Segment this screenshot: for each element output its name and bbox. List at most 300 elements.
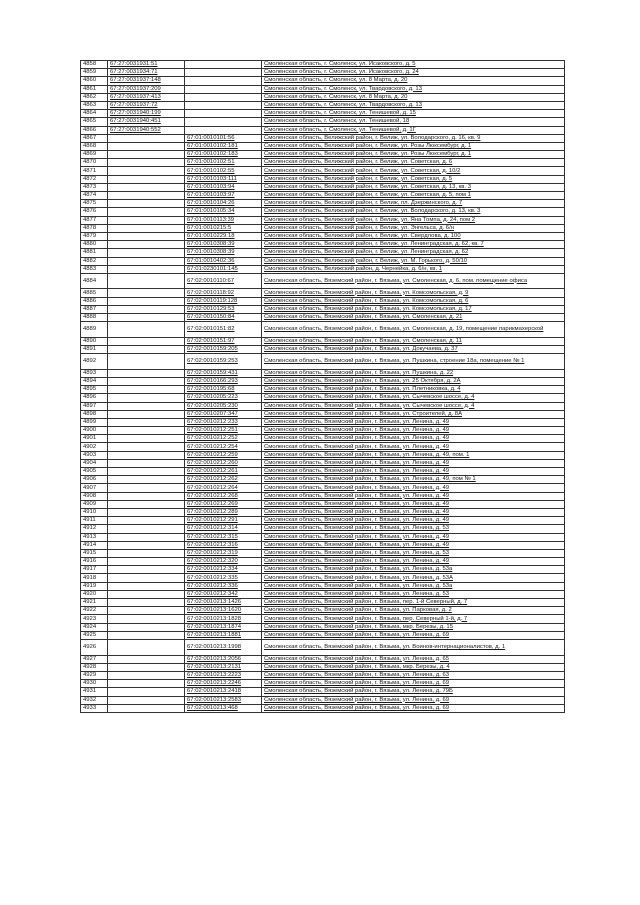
row-number-cell: 4908 xyxy=(81,492,108,500)
address-cell: Смоленская область, Велижский район, г. Велиж, ул. Советская, д. 5, пом 1 xyxy=(262,192,565,200)
cadastral-number-land-cell xyxy=(108,680,185,688)
table-row xyxy=(81,354,565,370)
cadastral-number-building-cell: 67:02:0010110:67 xyxy=(185,273,262,289)
address-cell: Смоленская область, Вяземский район, г. Вязьма, ул. Ленина, д. 53а xyxy=(262,582,565,590)
cadastral-number-building-cell: 67:02:0010212:336 xyxy=(185,582,262,590)
row-number-cell: 4896 xyxy=(81,394,108,402)
cadastral-number-building-cell: 67:02:0010212:291 xyxy=(185,517,262,525)
cadastral-number-land-cell xyxy=(108,134,185,142)
row-number-cell: 4894 xyxy=(81,377,108,385)
table-row xyxy=(81,159,565,167)
cadastral-number-building-cell: 67:02:0010213:2223 xyxy=(185,671,262,679)
address-cell: Смоленская область, Вяземский район, г. Вязьма, ул. Сычевское шоссе, д. 4 xyxy=(262,402,565,410)
row-number-cell: 4861 xyxy=(81,85,108,93)
document-page xyxy=(80,60,564,713)
cadastral-number-building-cell: 67:02:0010159:205 xyxy=(185,346,262,354)
cadastral-number-land-cell xyxy=(108,704,185,712)
address-cell: Смоленская область, Велижский район, г. Велиж, ул. Розы Люксембург, д. 1 xyxy=(262,151,565,159)
table-row xyxy=(81,118,565,126)
row-number-cell: 4871 xyxy=(81,167,108,175)
cadastral-number-land-cell xyxy=(108,558,185,566)
address-cell: Смоленская область, Вяземский район, г. Вязьма, ул. Комсомольская, д. 6 xyxy=(262,297,565,305)
cadastral-number-building-cell: 67:02:0010212:314 xyxy=(185,525,262,533)
cadastral-number-land-cell xyxy=(108,167,185,175)
address-cell: Смоленская область, Вяземский район, г. Вязьма, ул. Ленина, д. 69 xyxy=(262,631,565,639)
address-cell: Смоленская область, Вяземский район, г. Вязьма, ул. Ленина, д. 53А xyxy=(262,574,565,582)
cadastral-number-land-cell xyxy=(108,297,185,305)
address-cell: Смоленская область, г. Смоленск, ул. Исаковского, д. 24 xyxy=(262,69,565,77)
registry-table xyxy=(80,60,565,713)
row-number-cell: 4930 xyxy=(81,680,108,688)
cadastral-number-land-cell xyxy=(108,192,185,200)
cadastral-number-building-cell: 67:02:0010212:261 xyxy=(185,468,262,476)
address-cell: Смоленская область, Вяземский район, г. Вязьма, ул. Плетниковка, д. 4 xyxy=(262,386,565,394)
table-row xyxy=(81,337,565,345)
cadastral-number-building-cell: 67:02:0010212:264 xyxy=(185,484,262,492)
cadastral-number-land-cell xyxy=(108,500,185,508)
cadastral-number-building-cell: 67:02:0010205:230 xyxy=(185,402,262,410)
table-row xyxy=(81,671,565,679)
address-cell: Смоленская область, Велижский район, г. Велиж, ул. Свердлова, д. 100 xyxy=(262,232,565,240)
table-row xyxy=(81,232,565,240)
table-row xyxy=(81,110,565,118)
cadastral-number-land-cell xyxy=(108,175,185,183)
cadastral-number-building-cell: 67:02:0010119:128 xyxy=(185,297,262,305)
row-number-cell: 4862 xyxy=(81,93,108,101)
cadastral-number-building-cell xyxy=(185,118,262,126)
address-cell: Смоленская область, Вяземский район, г. Вязьма, ул. Ленина, д. 49 xyxy=(262,418,565,426)
cadastral-number-land-cell xyxy=(108,451,185,459)
row-number-cell: 4867 xyxy=(81,134,108,142)
row-number-cell: 4919 xyxy=(81,582,108,590)
address-cell: Смоленская область, г. Смоленск, ул. Тенишевой, д. 1Г xyxy=(262,126,565,134)
table-row xyxy=(81,623,565,631)
cadastral-number-land-cell: 67:27:0031937:72 xyxy=(108,101,185,109)
address-cell: Смоленская область, Велижский район, г. Велиж, ул. Советская, д. 6 xyxy=(262,159,565,167)
row-number-cell: 4927 xyxy=(81,655,108,663)
table-row xyxy=(81,297,565,305)
row-number-cell: 4865 xyxy=(81,118,108,126)
address-cell: Смоленская область, Вяземский район, г. Вязьма, ул. 25 Октября, д. 2А xyxy=(262,377,565,385)
cadastral-number-land-cell xyxy=(108,671,185,679)
cadastral-number-building-cell: 67:02:0010213:1998 xyxy=(185,639,262,655)
row-number-cell: 4901 xyxy=(81,435,108,443)
table-row xyxy=(81,167,565,175)
cadastral-number-building-cell xyxy=(185,61,262,69)
cadastral-number-land-cell: 67:27:0031937:209 xyxy=(108,85,185,93)
table-row xyxy=(81,704,565,712)
cadastral-number-building-cell xyxy=(185,110,262,118)
cadastral-number-building-cell: 67:01:0010103:94 xyxy=(185,183,262,191)
cadastral-number-building-cell: 67:02:0010129:53 xyxy=(185,305,262,313)
table-row xyxy=(81,101,565,109)
row-number-cell: 4923 xyxy=(81,615,108,623)
address-cell: Смоленская область, Вяземский район, г. Вязьма, ул. Ленина, д. 49, пом. 1 xyxy=(262,451,565,459)
cadastral-number-building-cell: 67:01:0010308:39 xyxy=(185,241,262,249)
cadastral-number-building-cell: 67:02:0010212:334 xyxy=(185,566,262,574)
table-row xyxy=(81,410,565,418)
table-row xyxy=(81,77,565,85)
table-row xyxy=(81,443,565,451)
cadastral-number-land-cell xyxy=(108,386,185,394)
cadastral-number-land-cell: 67:27:0031931:51 xyxy=(108,61,185,69)
cadastral-number-building-cell: 67:01:0010102:183 xyxy=(185,151,262,159)
cadastral-number-land-cell xyxy=(108,427,185,435)
cadastral-number-land-cell xyxy=(108,273,185,289)
table-row xyxy=(81,142,565,150)
table-row xyxy=(81,615,565,623)
address-cell: Смоленская область, Вяземский район, г. Вязьма, ул. Смоленская, д. 6, пом. помещение офиса xyxy=(262,273,565,289)
cadastral-number-building-cell: 67:02:0010212:316 xyxy=(185,541,262,549)
cadastral-number-building-cell: 67:01:0010113:39 xyxy=(185,216,262,224)
cadastral-number-building-cell xyxy=(185,77,262,85)
row-number-cell: 4895 xyxy=(81,386,108,394)
cadastral-number-land-cell xyxy=(108,468,185,476)
table-row xyxy=(81,322,565,338)
row-number-cell: 4913 xyxy=(81,533,108,541)
table-row xyxy=(81,517,565,525)
table-row xyxy=(81,289,565,297)
row-number-cell: 4911 xyxy=(81,517,108,525)
cadastral-number-building-cell: 67:02:0010212:262 xyxy=(185,476,262,484)
cadastral-number-land-cell: 67:27:0031937:413 xyxy=(108,93,185,101)
address-cell: Смоленская область, Вяземский район, г. Вязьма, ул. Ленина, д. 49 xyxy=(262,517,565,525)
address-cell: Смоленская область, Вяземский район, г. Вязьма, ул. Комсомольская, д. 17 xyxy=(262,305,565,313)
table-row xyxy=(81,386,565,394)
cadastral-number-building-cell: 67:02:0010213:1426 xyxy=(185,599,262,607)
address-cell: Смоленская область, г. Смоленск, ул. 8 Марта, д. 20 xyxy=(262,93,565,101)
cadastral-number-land-cell xyxy=(108,484,185,492)
table-row xyxy=(81,508,565,516)
row-number-cell: 4928 xyxy=(81,663,108,671)
cadastral-number-land-cell xyxy=(108,623,185,631)
cadastral-number-land-cell xyxy=(108,508,185,516)
cadastral-number-land-cell xyxy=(108,582,185,590)
table-row xyxy=(81,69,565,77)
address-cell: Смоленская область, Вяземский район, г. Вязьма, ул. Ленина, д. 69 xyxy=(262,696,565,704)
row-number-cell: 4868 xyxy=(81,142,108,150)
table-row xyxy=(81,418,565,426)
row-number-cell: 4904 xyxy=(81,459,108,467)
cadastral-number-building-cell: 67:01:0010402:36 xyxy=(185,257,262,265)
cadastral-number-land-cell xyxy=(108,142,185,150)
cadastral-number-land-cell xyxy=(108,314,185,322)
cadastral-number-building-cell: 67:02:0010213:2418 xyxy=(185,688,262,696)
table-row xyxy=(81,566,565,574)
table-row xyxy=(81,305,565,313)
cadastral-number-land-cell xyxy=(108,200,185,208)
cadastral-number-building-cell: 67:02:0010213:1620 xyxy=(185,607,262,615)
cadastral-number-building-cell: 67:02:0010212:252 xyxy=(185,435,262,443)
table-row xyxy=(81,273,565,289)
row-number-cell: 4880 xyxy=(81,241,108,249)
table-row xyxy=(81,590,565,598)
table-row xyxy=(81,574,565,582)
table-row xyxy=(81,208,565,216)
table-row xyxy=(81,314,565,322)
cadastral-number-land-cell xyxy=(108,688,185,696)
cadastral-number-building-cell: 67:02:0010212:315 xyxy=(185,533,262,541)
row-number-cell: 4887 xyxy=(81,305,108,313)
cadastral-number-building-cell: 67:02:0010212:319 xyxy=(185,549,262,557)
cadastral-number-land-cell xyxy=(108,241,185,249)
cadastral-number-land-cell xyxy=(108,525,185,533)
table-row xyxy=(81,696,565,704)
row-number-cell: 4917 xyxy=(81,566,108,574)
cadastral-number-building-cell: 67:02:0010213:2583 xyxy=(185,696,262,704)
cadastral-number-land-cell xyxy=(108,159,185,167)
row-number-cell: 4858 xyxy=(81,61,108,69)
row-number-cell: 4883 xyxy=(81,265,108,273)
row-number-cell: 4912 xyxy=(81,525,108,533)
cadastral-number-land-cell xyxy=(108,402,185,410)
cadastral-number-building-cell: 67:02:0010151:97 xyxy=(185,337,262,345)
cadastral-number-building-cell: 67:01:0010102:181 xyxy=(185,142,262,150)
address-cell: Смоленская область, Велижский район, г. Велиж, ул. Советская, д. 5 xyxy=(262,175,565,183)
cadastral-number-building-cell: 67:01:0010103:111 xyxy=(185,175,262,183)
address-cell: Смоленская область, Вяземский район, г. Вязьма, ул. Докучаева, д. 37 xyxy=(262,346,565,354)
cadastral-number-land-cell xyxy=(108,631,185,639)
table-row xyxy=(81,134,565,142)
row-number-cell: 4909 xyxy=(81,500,108,508)
table-row xyxy=(81,533,565,541)
cadastral-number-building-cell: 67:02:0010151:82 xyxy=(185,322,262,338)
row-number-cell: 4914 xyxy=(81,541,108,549)
cadastral-number-land-cell xyxy=(108,208,185,216)
address-cell: Смоленская область, Вяземский район, г. Вязьма, ул. Ленина, д. 49 xyxy=(262,492,565,500)
table-row xyxy=(81,402,565,410)
cadastral-number-building-cell xyxy=(185,93,262,101)
address-cell: Смоленская область, Вяземский район, г. Вязьма, ул. Ленина, д. 49 xyxy=(262,500,565,508)
address-cell: Смоленская область, Вяземский район, г. Вязьма, ул. Ленина, д. 65 xyxy=(262,655,565,663)
cadastral-number-building-cell: 67:02:0010213:1874 xyxy=(185,623,262,631)
row-number-cell: 4874 xyxy=(81,192,108,200)
cadastral-number-land-cell xyxy=(108,265,185,273)
cadastral-number-land-cell xyxy=(108,346,185,354)
row-number-cell: 4931 xyxy=(81,688,108,696)
address-cell: Смоленская область, Велижский район, г. Велиж, ул. Володарского, д. 16, кв. 9 xyxy=(262,134,565,142)
cadastral-number-land-cell xyxy=(108,574,185,582)
cadastral-number-building-cell xyxy=(185,85,262,93)
address-cell: Смоленская область, Вяземский район, г. Вязьма, мкр. Березы, д. 4 xyxy=(262,663,565,671)
cadastral-number-land-cell xyxy=(108,549,185,557)
table-row xyxy=(81,200,565,208)
row-number-cell: 4860 xyxy=(81,77,108,85)
cadastral-number-building-cell: 67:01:0230101:145 xyxy=(185,265,262,273)
table-row xyxy=(81,175,565,183)
row-number-cell: 4906 xyxy=(81,476,108,484)
address-cell: Смоленская область, Велижский район, г. Велиж, ул. Яна Томпа, д. 24, пом 2 xyxy=(262,216,565,224)
cadastral-number-land-cell xyxy=(108,663,185,671)
row-number-cell: 4905 xyxy=(81,468,108,476)
cadastral-number-building-cell xyxy=(185,126,262,134)
address-cell: Смоленская область, Вяземский район, г. Вязьма, ул. Ленина, д. 49, пом № 1 xyxy=(262,476,565,484)
address-cell: Смоленская область, Вяземский район, г. Вязьма, ул. Строителей, д. 8А xyxy=(262,410,565,418)
address-cell: Смоленская область, Велижский район, г. Велиж, ул. М. Горького, д. 50/10 xyxy=(262,257,565,265)
address-cell: Смоленская область, Вяземский район, г. Вязьма, ул. Ленина, д. 49 xyxy=(262,484,565,492)
cadastral-number-land-cell xyxy=(108,257,185,265)
cadastral-number-land-cell xyxy=(108,369,185,377)
address-cell: Смоленская область, Велижский район, г. Велиж, ул. Советская, д. 10/2 xyxy=(262,167,565,175)
address-cell: Смоленская область, Вяземский район, г. Вязьма, ул. Ленина, д. 53 xyxy=(262,549,565,557)
table-row xyxy=(81,484,565,492)
cadastral-number-land-cell xyxy=(108,183,185,191)
address-cell: Смоленская область, Вяземский район, г. Вязьма, ул. Ленина, д. 49 xyxy=(262,435,565,443)
row-number-cell: 4881 xyxy=(81,249,108,257)
cadastral-number-land-cell xyxy=(108,590,185,598)
address-cell: Смоленская область, г. Смоленск, ул. Твардовского, д. 13 xyxy=(262,85,565,93)
cadastral-number-building-cell: 67:02:0010207:347 xyxy=(185,410,262,418)
address-cell: Смоленская область, Вяземский район, г. Вязьма, пер. Северный 1-й, д. 7 xyxy=(262,615,565,623)
cadastral-number-building-cell: 67:01:0010103:97 xyxy=(185,192,262,200)
table-row xyxy=(81,582,565,590)
table-row xyxy=(81,183,565,191)
row-number-cell: 4879 xyxy=(81,232,108,240)
cadastral-number-building-cell: 67:01:0010101:56 xyxy=(185,134,262,142)
row-number-cell: 4897 xyxy=(81,402,108,410)
table-row xyxy=(81,126,565,134)
cadastral-number-land-cell xyxy=(108,337,185,345)
cadastral-number-building-cell: 67:02:0010212:259 xyxy=(185,451,262,459)
cadastral-number-land-cell xyxy=(108,305,185,313)
table-row xyxy=(81,435,565,443)
cadastral-number-building-cell xyxy=(185,69,262,77)
cadastral-number-building-cell: 67:02:0010212:260 xyxy=(185,459,262,467)
cadastral-number-building-cell: 67:02:0010166:293 xyxy=(185,377,262,385)
address-cell: Смоленская область, Вяземский район, г. Вязьма, ул. Смоленская, д. 11 xyxy=(262,337,565,345)
cadastral-number-land-cell xyxy=(108,639,185,655)
row-number-cell: 4890 xyxy=(81,337,108,345)
table-row xyxy=(81,500,565,508)
cadastral-number-land-cell xyxy=(108,615,185,623)
row-number-cell: 4885 xyxy=(81,289,108,297)
row-number-cell: 4922 xyxy=(81,607,108,615)
table-row xyxy=(81,451,565,459)
table-row xyxy=(81,241,565,249)
table-row xyxy=(81,192,565,200)
cadastral-number-building-cell: 67:02:0010212:233 xyxy=(185,418,262,426)
table-row xyxy=(81,663,565,671)
address-cell: Смоленская область, Вяземский район, г. Вязьма, ул. Пушкина, строение 18а, помещение № 1 xyxy=(262,354,565,370)
registry-table-body xyxy=(81,61,565,713)
cadastral-number-building-cell: 67:01:0010308:39 xyxy=(185,249,262,257)
cadastral-number-building-cell: 67:02:0010159:431 xyxy=(185,369,262,377)
table-row xyxy=(81,549,565,557)
cadastral-number-building-cell: 67:01:0010104:26 xyxy=(185,200,262,208)
table-row xyxy=(81,257,565,265)
cadastral-number-land-cell xyxy=(108,418,185,426)
cadastral-number-building-cell: 67:02:0010213:2056 xyxy=(185,655,262,663)
row-number-cell: 4898 xyxy=(81,410,108,418)
address-cell: Смоленская область, Вяземский район, г. Вязьма, мкр. Березы, д. 15 xyxy=(262,623,565,631)
cadastral-number-building-cell: 67:02:0010159:253 xyxy=(185,354,262,370)
cadastral-number-land-cell xyxy=(108,607,185,615)
address-cell: Смоленская область, Велижский район, г. Велиж, ул. Володарского, д. 13, кв. 3 xyxy=(262,208,565,216)
table-row xyxy=(81,394,565,402)
table-row xyxy=(81,631,565,639)
cadastral-number-land-cell xyxy=(108,377,185,385)
table-row xyxy=(81,216,565,224)
row-number-cell: 4929 xyxy=(81,671,108,679)
address-cell: Смоленская область, Вяземский район, г. Вязьма, ул. Ленина, д. 69 xyxy=(262,704,565,712)
row-number-cell: 4886 xyxy=(81,297,108,305)
cadastral-number-land-cell xyxy=(108,443,185,451)
row-number-cell: 4863 xyxy=(81,101,108,109)
cadastral-number-building-cell: 67:01:0010215:5 xyxy=(185,224,262,232)
cadastral-number-land-cell xyxy=(108,232,185,240)
row-number-cell: 4889 xyxy=(81,322,108,338)
cadastral-number-land-cell xyxy=(108,354,185,370)
address-cell: Смоленская область, Вяземский район, г. Вязьма, ул. Парковая, д. 2 xyxy=(262,607,565,615)
row-number-cell: 4876 xyxy=(81,208,108,216)
address-cell: Смоленская область, г. Смоленск, ул. Исаковского, д. 5 xyxy=(262,61,565,69)
cadastral-number-building-cell: 67:02:0010118:92 xyxy=(185,289,262,297)
cadastral-number-building-cell: 67:02:0010195:68 xyxy=(185,386,262,394)
address-cell: Смоленская область, г. Смоленск, ул. Тенишевой, 18 xyxy=(262,118,565,126)
row-number-cell: 4859 xyxy=(81,69,108,77)
row-number-cell: 4899 xyxy=(81,418,108,426)
cadastral-number-building-cell: 67:02:0010212:269 xyxy=(185,500,262,508)
cadastral-number-building-cell: 67:02:0010212:251 xyxy=(185,427,262,435)
cadastral-number-building-cell: 67:01:0010102:55 xyxy=(185,167,262,175)
table-row xyxy=(81,607,565,615)
cadastral-number-building-cell: 67:02:0010150:84 xyxy=(185,314,262,322)
address-cell: Смоленская область, Вяземский район, г. Вязьма, ул. Ленина, д. 53 xyxy=(262,590,565,598)
row-number-cell: 4900 xyxy=(81,427,108,435)
address-cell: Смоленская область, Вяземский район, г. Вязьма, ул. Ленина, д. 49 xyxy=(262,443,565,451)
cadastral-number-land-cell xyxy=(108,216,185,224)
table-row xyxy=(81,93,565,101)
row-number-cell: 4933 xyxy=(81,704,108,712)
row-number-cell: 4878 xyxy=(81,224,108,232)
table-row xyxy=(81,377,565,385)
table-row xyxy=(81,655,565,663)
table-row xyxy=(81,492,565,500)
row-number-cell: 4916 xyxy=(81,558,108,566)
cadastral-number-land-cell xyxy=(108,435,185,443)
address-cell: Смоленская область, Вяземский район, г. Вязьма, ул. Ленина, д. 63 xyxy=(262,671,565,679)
table-row xyxy=(81,427,565,435)
address-cell: Смоленская область, Вяземский район, г. Вязьма, ул. Ленина, д. 53 xyxy=(262,525,565,533)
row-number-cell: 4925 xyxy=(81,631,108,639)
cadastral-number-building-cell: 67:01:0010105:34 xyxy=(185,208,262,216)
cadastral-number-building-cell: 67:01:0010102:51 xyxy=(185,159,262,167)
cadastral-number-building-cell xyxy=(185,101,262,109)
table-row xyxy=(81,680,565,688)
address-cell: Смоленская область, Вяземский район, г. Вязьма, ул. Ленина, д. 49 xyxy=(262,468,565,476)
address-cell: Смоленская область, Вяземский район, г. Вязьма, ул. Ленина, д. 49 xyxy=(262,558,565,566)
row-number-cell: 4872 xyxy=(81,175,108,183)
cadastral-number-land-cell xyxy=(108,517,185,525)
cadastral-number-building-cell: 67:02:0010212:254 xyxy=(185,443,262,451)
table-row xyxy=(81,61,565,69)
cadastral-number-land-cell xyxy=(108,224,185,232)
cadastral-number-land-cell: 67:27:0031940:451 xyxy=(108,118,185,126)
cadastral-number-land-cell xyxy=(108,541,185,549)
table-row xyxy=(81,346,565,354)
row-number-cell: 4920 xyxy=(81,590,108,598)
cadastral-number-land-cell: 67:27:0031940:199 xyxy=(108,110,185,118)
address-cell: Смоленская область, Вяземский район, г. Вязьма, ул. Ленина, д. 49 xyxy=(262,427,565,435)
cadastral-number-building-cell: 67:02:0010212:320 xyxy=(185,558,262,566)
row-number-cell: 4910 xyxy=(81,508,108,516)
row-number-cell: 4921 xyxy=(81,599,108,607)
table-row xyxy=(81,525,565,533)
address-cell: Смоленская область, Вяземский район, г. Вязьма, пер. 1-й Северный, д. 7 xyxy=(262,599,565,607)
address-cell: Смоленская область, Велижский район, д. Чернейка, д. 6/н, кв. 1 xyxy=(262,265,565,273)
address-cell: Смоленская область, Вяземский район, г. Вязьма, ул. Ленина, д. 69 xyxy=(262,680,565,688)
address-cell: Смоленская область, Вяземский район, г. Вязьма, ул. Ленина, д. 79Б xyxy=(262,688,565,696)
